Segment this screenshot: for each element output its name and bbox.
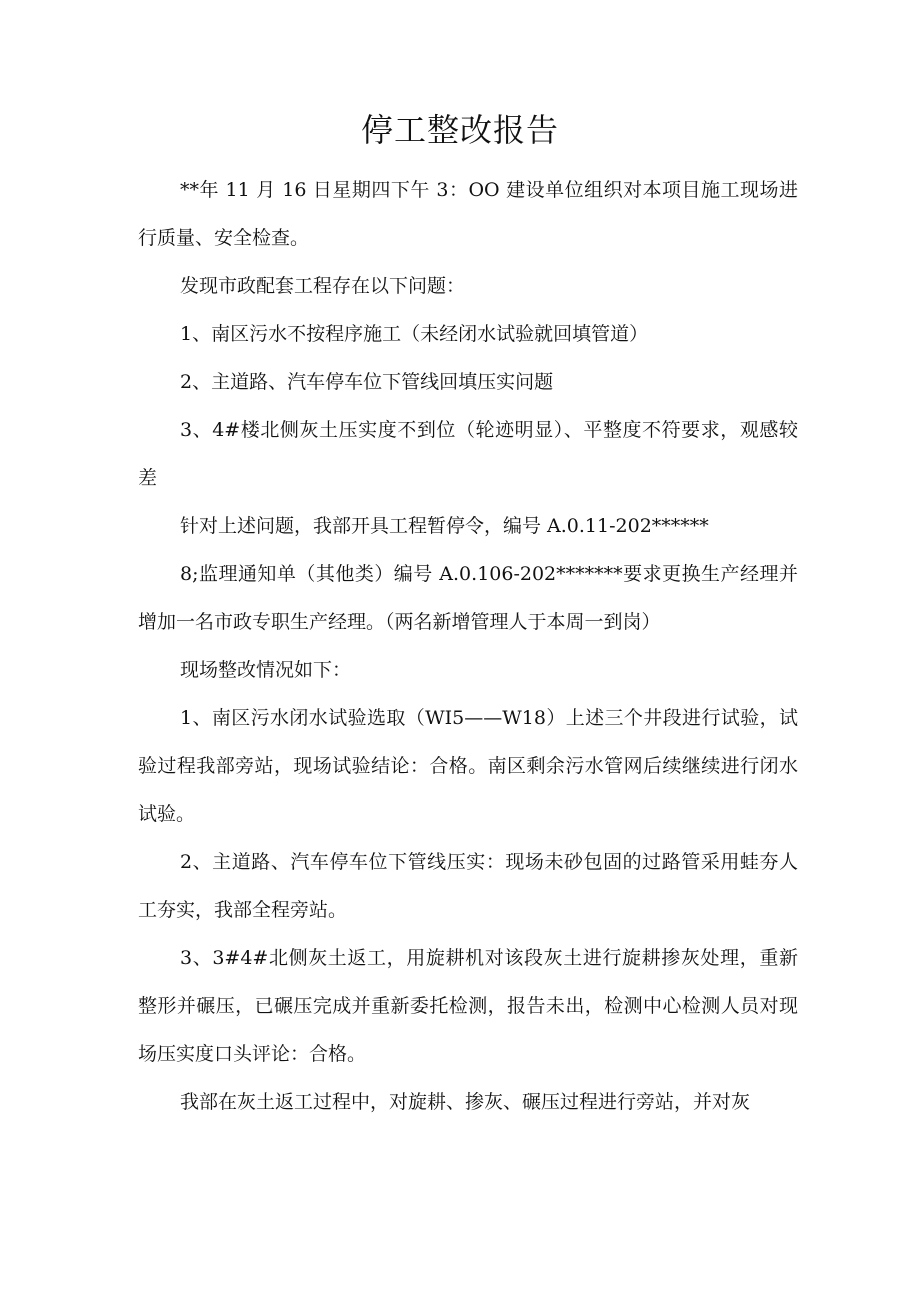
paragraph-rectification-3: 3、3#4#北侧灰土返工，用旋耕机对该段灰土进行旋耕掺灰处理，重新整形并碾压，已碾压完成并重新委托检测，报告未出，检测中心检测人员对现场压实度口头评论：合格。 [138,947,798,1065]
paragraph-issue-1: 1、南区污水不按程序施工（未经闭水试验就回填管道） [180,323,649,345]
paragraph-rectification-heading: 现场整改情况如下： [180,659,352,681]
paragraph-supervision-rework: 我部在灰土返工过程中，对旋耕、掺灰、碾压过程进行旁站，并对灰 [180,1091,751,1113]
paragraph-supervision-notice: 8;监理通知单（其他类）编号 A.0.106-202*******要求更换生产经理并增加一名市政专职生产经理。（两名新增管理人于本周一到岗） [138,563,798,633]
paragraph-issue-2: 2、主道路、汽车停车位下管线回填压实问题 [180,371,554,393]
paragraph-stop-order: 针对上述问题，我部开具工程暂停令，编号 A.0.11-202****** [180,515,709,537]
document-body [138,166,798,1126]
paragraph-issues-heading: 发现市政配套工程存在以下问题： [180,275,466,297]
document-title: 停工整改报告 [360,111,559,149]
paragraph-inspection-intro: **年 11 月 16 日星期四下午 3：OO 建设单位组织对本项目施工现场进行质量、安全检查。 [138,179,798,249]
paragraph-issue-3: 3、4#楼北侧灰土压实度不到位（轮迹明显）、平整度不符要求，观感较差 [138,419,798,489]
paragraph-rectification-2: 2、主道路、汽车停车位下管线压实：现场未砂包固的过路管采用蛙夯人工夯实，我部全程旁站。 [138,851,798,921]
paragraph-rectification-1: 1、南区污水闭水试验选取（WI5——W18）上述三个井段进行试验，试验过程我部旁站，现场试验结论：合格。南区剩余污水管网后续继续进行闭水试验。 [138,707,798,825]
